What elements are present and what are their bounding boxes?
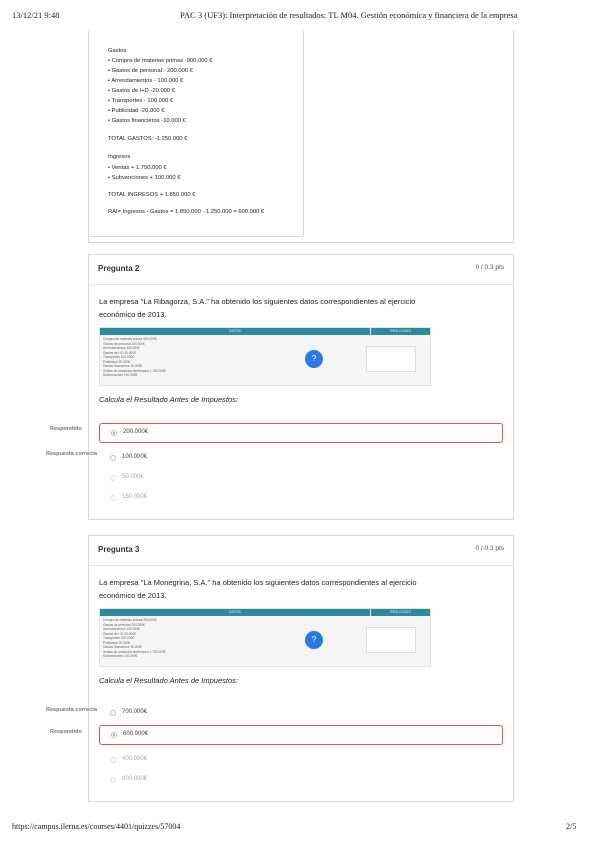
radio-icon[interactable] [110, 777, 116, 783]
answer-label: 100.000€ [122, 454, 148, 460]
solution-total-gastos: TOTAL GASTOS: -1.250.000 € [108, 136, 188, 142]
print-page-title: PAC 3 (UF3): Interpretación de resultados: TL M04. Gestión económica y financiera de la empresa [180, 10, 518, 20]
table-line: Gastos de I+D 20.000€ [103, 350, 136, 355]
radio-icon[interactable] [110, 757, 116, 763]
question-title: Pregunta 3 [98, 545, 140, 554]
table-line: Publicidad 20.000€ [103, 640, 131, 645]
question-header [89, 536, 513, 566]
correct-answer-label: Respuesta correcta [46, 451, 98, 457]
table-header-datos: DATOS [100, 609, 370, 616]
question-header [89, 255, 513, 285]
print-datetime: 13/12/21 9:48 [12, 10, 60, 20]
table-line: Transportes 100.000€ [103, 636, 135, 640]
question-card-3 [88, 535, 514, 802]
table-line: Gastos financieros 10.000€ [103, 645, 142, 649]
answer-option[interactable] [99, 751, 503, 771]
result-box [366, 346, 416, 372]
solution-rai: RAI= Ingresos - Gastos = 1.850.000 - 1.250.000 = 600.000 € [108, 209, 265, 215]
question-text-line: La empresa "La Ribagorza, S.A." ha obtenido los siguientes datos correspondientes al ejercicio [99, 297, 416, 306]
question-title: Pregunta 2 [98, 264, 140, 273]
table-data-lines [103, 337, 283, 378]
answer-option[interactable] [99, 489, 503, 509]
radio-selected-icon[interactable] [111, 732, 117, 738]
radio-icon[interactable] [110, 710, 116, 716]
solution-line: Ingresos [108, 154, 131, 160]
answer-option[interactable] [99, 725, 503, 745]
table-line: Gastos financieros 10.000€ [103, 364, 142, 368]
table-line: Gastos de personal 200.000€ [103, 341, 145, 346]
answered-label: Respondido [50, 426, 82, 432]
table-line: Ventas de productos terminados 1.750.000€ [103, 649, 166, 654]
solution-feedback-box [88, 30, 304, 237]
question-mark-icon: ? [305, 350, 323, 368]
question-prompt: Calcula el Resultado Antes de Impuestos: [99, 395, 238, 404]
answer-label: 700.000€ [122, 709, 148, 715]
question-text [99, 295, 499, 321]
question-points: 0 / 0.3 pts [475, 545, 504, 552]
table-header-resultado: RESULTADO [371, 609, 430, 616]
table-line: Arrendamientos 100.000€ [103, 346, 140, 350]
question-mark-icon: ? [305, 631, 323, 649]
answer-label: 200.000€ [123, 429, 149, 435]
table-header-datos: DATOS [100, 328, 370, 335]
solution-line: • Compra de materias primas -900.000 € [108, 58, 213, 64]
table-line: Gastos de I+D 20.000€ [103, 631, 136, 636]
question-text-line: económico de 2013. [99, 310, 167, 319]
answer-label: 600.000€ [123, 731, 149, 737]
table-data-lines [103, 618, 283, 659]
radio-icon[interactable] [110, 475, 116, 481]
question-card-2 [88, 254, 514, 520]
answer-option[interactable] [99, 423, 503, 443]
table-line: Subvenciones 100.000€ [103, 654, 138, 658]
table-line: Gastos de personal 200.000€ [103, 622, 145, 627]
correct-answer-label: Respuesta correcta [46, 707, 98, 713]
table-line: Ventas de productos terminados 1.750.000€ [103, 368, 166, 373]
solution-line: • Gastos de personal - 200.000 € [108, 68, 193, 74]
table-line: Transportes 100.000€ [103, 355, 135, 359]
answer-option[interactable] [99, 449, 503, 469]
solution-line: • Subvenciones + 100.000 € [108, 175, 181, 181]
solution-line: • Transportes - 100.000 € [108, 98, 174, 104]
data-table-image [99, 608, 431, 667]
solution-line: • Gastos de I+D -20.000 € [108, 88, 175, 94]
question-text-line: La empresa "La Monegrina, S.A." ha obtenido los siguientes datos correspondientes al ejercicio [99, 578, 417, 587]
answer-label: 150.000€ [122, 494, 148, 500]
table-line: Arrendamientos 100.000€ [103, 627, 140, 631]
answer-option[interactable] [99, 469, 503, 489]
table-line: Compra de materias primas 900.000€ [103, 618, 157, 622]
solution-line: • Arrendamientos - 100.000 € [108, 78, 184, 84]
radio-selected-icon[interactable] [111, 430, 117, 436]
question-prompt: Calcula el Resultado Antes de Impuestos: [99, 676, 238, 685]
print-page-number: 2/5 [566, 822, 577, 831]
question-text-line: económico de 2013. [99, 591, 167, 600]
radio-icon[interactable] [110, 455, 116, 461]
answer-option[interactable] [99, 771, 503, 791]
result-box [366, 627, 416, 653]
answer-label: 50.000€ [122, 474, 144, 480]
data-table-image [99, 327, 431, 386]
question-text [99, 576, 499, 602]
table-line: Subvenciones 100.000€ [103, 373, 138, 377]
solution-line: • Gastos financieros -10.000 € [108, 118, 186, 124]
answer-label: 800.000€ [122, 776, 148, 782]
answered-label: Respondido [50, 729, 82, 735]
answer-option[interactable] [99, 704, 503, 724]
solution-total-ingresos: TOTAL INGRESOS + 1.850.000 € [108, 192, 196, 198]
print-url: https://campus.ilerna.es/courses/4401/quizzes/57004 [12, 822, 181, 831]
solution-line: • Ventas + 1.750.000 € [108, 165, 167, 171]
table-line: Publicidad 20.000€ [103, 359, 131, 364]
question-points: 0 / 0.3 pts [475, 264, 504, 271]
solution-line: • Publicidad -20.000 € [108, 108, 165, 114]
answer-label: 400.000€ [122, 756, 148, 762]
table-header-resultado: RESULTADO [371, 328, 430, 335]
radio-icon[interactable] [110, 495, 116, 501]
solution-line: Gastos [108, 48, 127, 54]
table-line: Compra de materias primas 900.000€ [103, 337, 157, 341]
